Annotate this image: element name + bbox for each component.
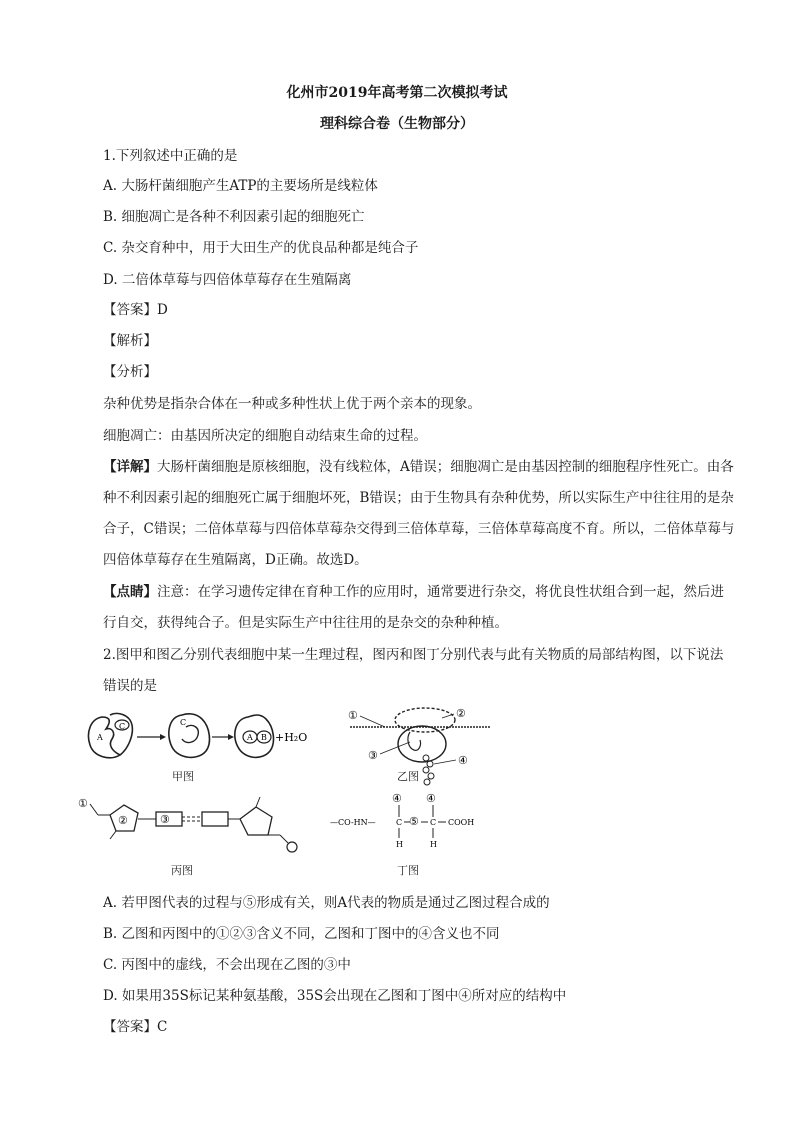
q1-detail-line-2: 种不利因素引起的细胞死亡属于细胞坏死，B错误；由于生物具有杂种优势，所以实际生产中往往用的是杂 xyxy=(103,490,734,506)
figure-bing-diagram xyxy=(76,795,306,855)
ding-label-h2: H xyxy=(430,840,437,849)
ding-label-4a: ④ xyxy=(392,792,402,805)
page-title: 化州市2019年高考第二次模拟考试 xyxy=(286,85,508,101)
yi-label-2: ② xyxy=(456,707,466,720)
jia-label-b: B xyxy=(261,733,267,742)
q1-detail-line-4: 四倍体草莓存在生殖隔离，D正确。故选D。 xyxy=(103,552,368,568)
yi-label-1: ① xyxy=(348,709,358,722)
figure-jia-diagram xyxy=(82,705,312,765)
q1-option-a: A. 大肠杆菌细胞产生ATP的主要场所是线粒体 xyxy=(103,178,378,194)
q1-note-label: 【点睛】 xyxy=(103,584,157,600)
ding-label-c1: C xyxy=(396,818,403,827)
q1-note-line-1 xyxy=(103,583,724,601)
caption-ding: 丁图 xyxy=(397,864,419,877)
q2-stem-line-2: 错误的是 xyxy=(103,678,157,694)
q1-fenxi-line-2: 细胞凋亡：由基因所决定的细胞自动结束生命的过程。 xyxy=(103,428,427,444)
q1-detail-line-3: 合子，C错误；二倍体草莓与四倍体草莓杂交得到三倍体草莓，三倍体草莓高度不育。所以，二倍体草莓与 xyxy=(103,521,735,537)
bing-label-2: ② xyxy=(118,814,128,827)
page-subtitle: 理科综合卷（生物部分） xyxy=(320,116,474,132)
q1-note-text-1: 注意：在学习遗传定律在育种工作的应用时，通常要进行杂交，将优良性状组合到一起，然后进 xyxy=(157,584,724,600)
q2-option-b: B. 乙图和丙图中的①②③含义不同，乙图和丁图中的④含义也不同 xyxy=(103,926,500,942)
q1-detail-label: 【详解】 xyxy=(103,459,157,475)
jia-label-c1: C xyxy=(119,722,126,731)
ding-label-h1: H xyxy=(396,840,403,849)
jia-label-water: +H₂O xyxy=(275,731,308,744)
ding-label-right: COOH xyxy=(448,818,475,827)
bing-label-1: ① xyxy=(78,797,88,810)
caption-bing: 丙图 xyxy=(171,864,193,877)
q1-fenxi-line-1: 杂种优势是指杂合体在一种或多种性状上优于两个亲本的现象。 xyxy=(103,396,481,412)
bing-label-3: ③ xyxy=(160,813,170,826)
yi-label-3: ③ xyxy=(368,749,378,762)
q1-fenxi-label: 【分析】 xyxy=(103,364,157,380)
q1-detail-text-1: 大肠杆菌细胞是原核细胞，没有线粒体，A错误；细胞凋亡是由基因控制的细胞程序性死亡。由各 xyxy=(157,459,734,475)
q1-note-line-2: 行自交，获得纯合子。但是实际生产中往往用的是杂交的杂种种植。 xyxy=(103,615,508,631)
q2-option-d: D. 如果用35S标记某种氨基酸，35S会出现在乙图和丁图中④所对应的结构中 xyxy=(103,988,567,1004)
ding-label-4b: ④ xyxy=(426,792,436,805)
q1-answer: 【答案】D xyxy=(103,302,168,318)
figure-jia xyxy=(82,705,312,765)
jia-label-c2: C xyxy=(180,718,187,727)
figure-ding xyxy=(330,790,500,860)
caption-jia: 甲图 xyxy=(172,770,194,783)
q1-detail-line-1 xyxy=(103,458,734,476)
q2-stem-line-1: 2.图甲和图乙分别代表细胞中某一生理过程，图丙和图丁分别代表与此有关物质的局部结构图，以下说法 xyxy=(103,647,724,663)
q1-stem: 1.下列叙述中正确的是 xyxy=(103,148,238,164)
q2-answer: 【答案】C xyxy=(103,1019,168,1035)
jia-label-a1: A xyxy=(97,733,103,742)
q2-option-a: A. 若甲图代表的过程与⑤形成有关，则A代表的物质是通过乙图过程合成的 xyxy=(103,895,550,911)
figure-bing xyxy=(76,795,306,855)
q2-option-c: C. 丙图中的虚线，不会出现在乙图的③中 xyxy=(103,957,351,973)
q1-option-c: C. 杂交育种中，用于大田生产的优良品种都是纯合子 xyxy=(103,240,419,256)
yi-label-4: ④ xyxy=(458,754,468,767)
ding-label-left: —CO-HN— xyxy=(330,818,376,827)
ding-label-c2: C xyxy=(430,818,437,827)
figure-ding-diagram xyxy=(330,790,500,860)
jia-label-a2: A xyxy=(247,733,253,742)
ding-label-5: ⑤ xyxy=(409,815,419,828)
q1-analysis-label: 【解析】 xyxy=(103,333,157,349)
q1-option-b: B. 细胞凋亡是各种不利因素引起的细胞死亡 xyxy=(103,209,365,225)
caption-yi: 乙图 xyxy=(397,770,419,783)
q1-option-d: D. 二倍体草莓与四倍体草莓存在生殖隔离 xyxy=(103,272,352,288)
